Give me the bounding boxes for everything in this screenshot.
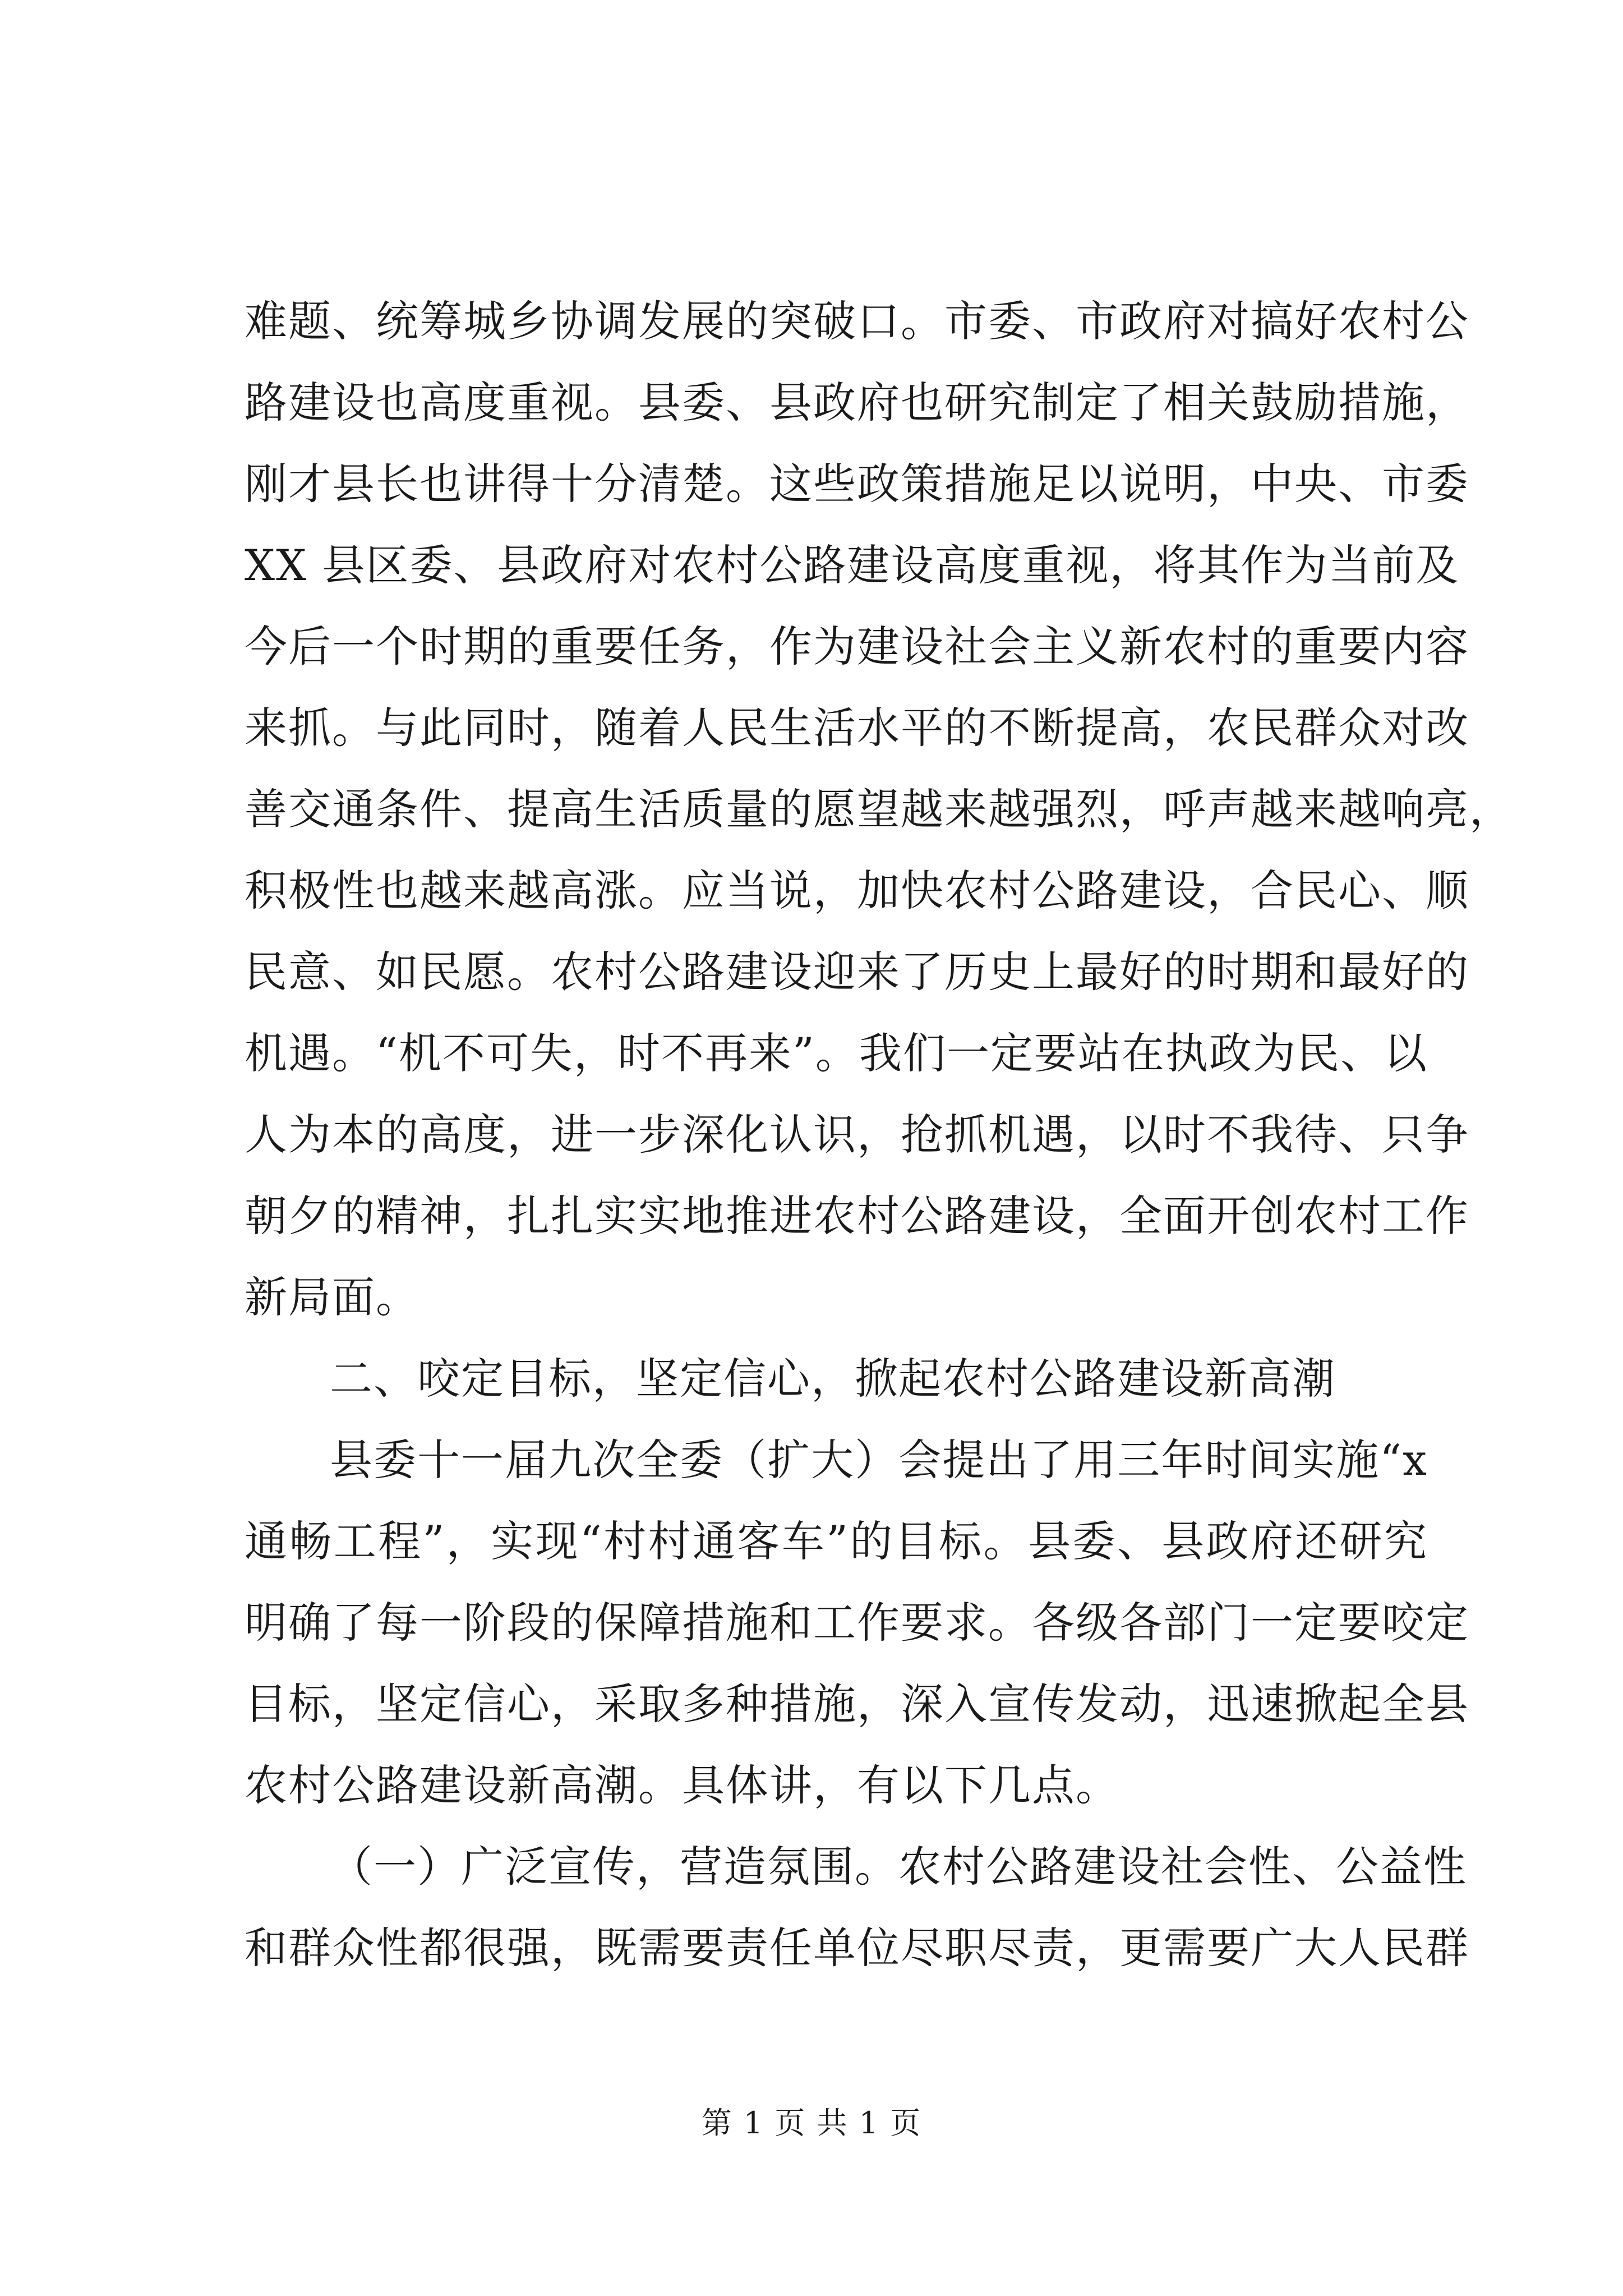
page-number-footer: 第 1 页 共 1 页 <box>701 2105 922 2141</box>
subsection-heading: （一）广泛宣传，营造氛围。农村公路建设社会性、公益性 <box>330 1842 1467 1892</box>
text-line: 新局面。 <box>245 1272 419 1322</box>
section-heading: 二、咬定目标，坚定信心，掀起农村公路建设新高潮 <box>330 1354 1336 1404</box>
text-line: XX 县区委、县政府对农村公路建设高度重视，将其作为当前及 <box>245 540 1460 590</box>
text-line: 刚才县长也讲得十分清楚。这些政策措施足以说明，中央、市委 <box>245 459 1469 509</box>
text-line: 积极性也越来越高涨。应当说，加快农村公路建设，合民心、顺 <box>245 866 1469 915</box>
text-line: 今后一个时期的重要任务，作为建设社会主义新农村的重要内容 <box>245 622 1469 671</box>
text-line: 朝夕的精神，扎扎实实地推进农村公路建设，全面开创农村工作 <box>245 1191 1469 1241</box>
text-line: 县委十一届九次全委（扩大）会提出了用三年时间实施“x <box>330 1435 1428 1485</box>
text-line: 明确了每一阶段的保障措施和工作要求。各级各部门一定要咬定 <box>245 1598 1469 1648</box>
text-line: 善交通条件、提高生活质量的愿望越来越强烈，呼声越来越响亮， <box>245 784 1513 834</box>
text-line: 路建设也高度重视。县委、县政府也研究制定了相关鼓励措施， <box>245 378 1469 427</box>
text-line: 机遇。“机不可失，时不再来”。我们一定要站在执政为民、以 <box>245 1028 1428 1078</box>
text-line: 民意、如民愿。农村公路建设迎来了历史上最好的时期和最好的 <box>245 947 1469 997</box>
text-line: 和群众性都很强，既需要责任单位尽职尽责，更需要广大人民群 <box>245 1923 1469 1973</box>
text-line: 来抓。与此同时，随着人民生活水平的不断提高，农民群众对改 <box>245 703 1469 753</box>
text-line: 通畅工程”，实现“村村通客车”的目标。县委、县政府还研究 <box>245 1516 1428 1566</box>
document-body <box>245 280 1513 1989</box>
text-line: 人为本的高度，进一步深化认识，抢抓机遇，以时不我待、只争 <box>245 1110 1469 1159</box>
text-line: 目标，坚定信心，采取多种措施，深入宣传发动，迅速掀起全县 <box>245 1679 1469 1729</box>
text-line: 难题、统筹城乡协调发展的突破口。市委、市政府对搞好农村公 <box>245 296 1469 346</box>
text-line: 农村公路建设新高潮。具体讲，有以下几点。 <box>245 1760 1119 1810</box>
